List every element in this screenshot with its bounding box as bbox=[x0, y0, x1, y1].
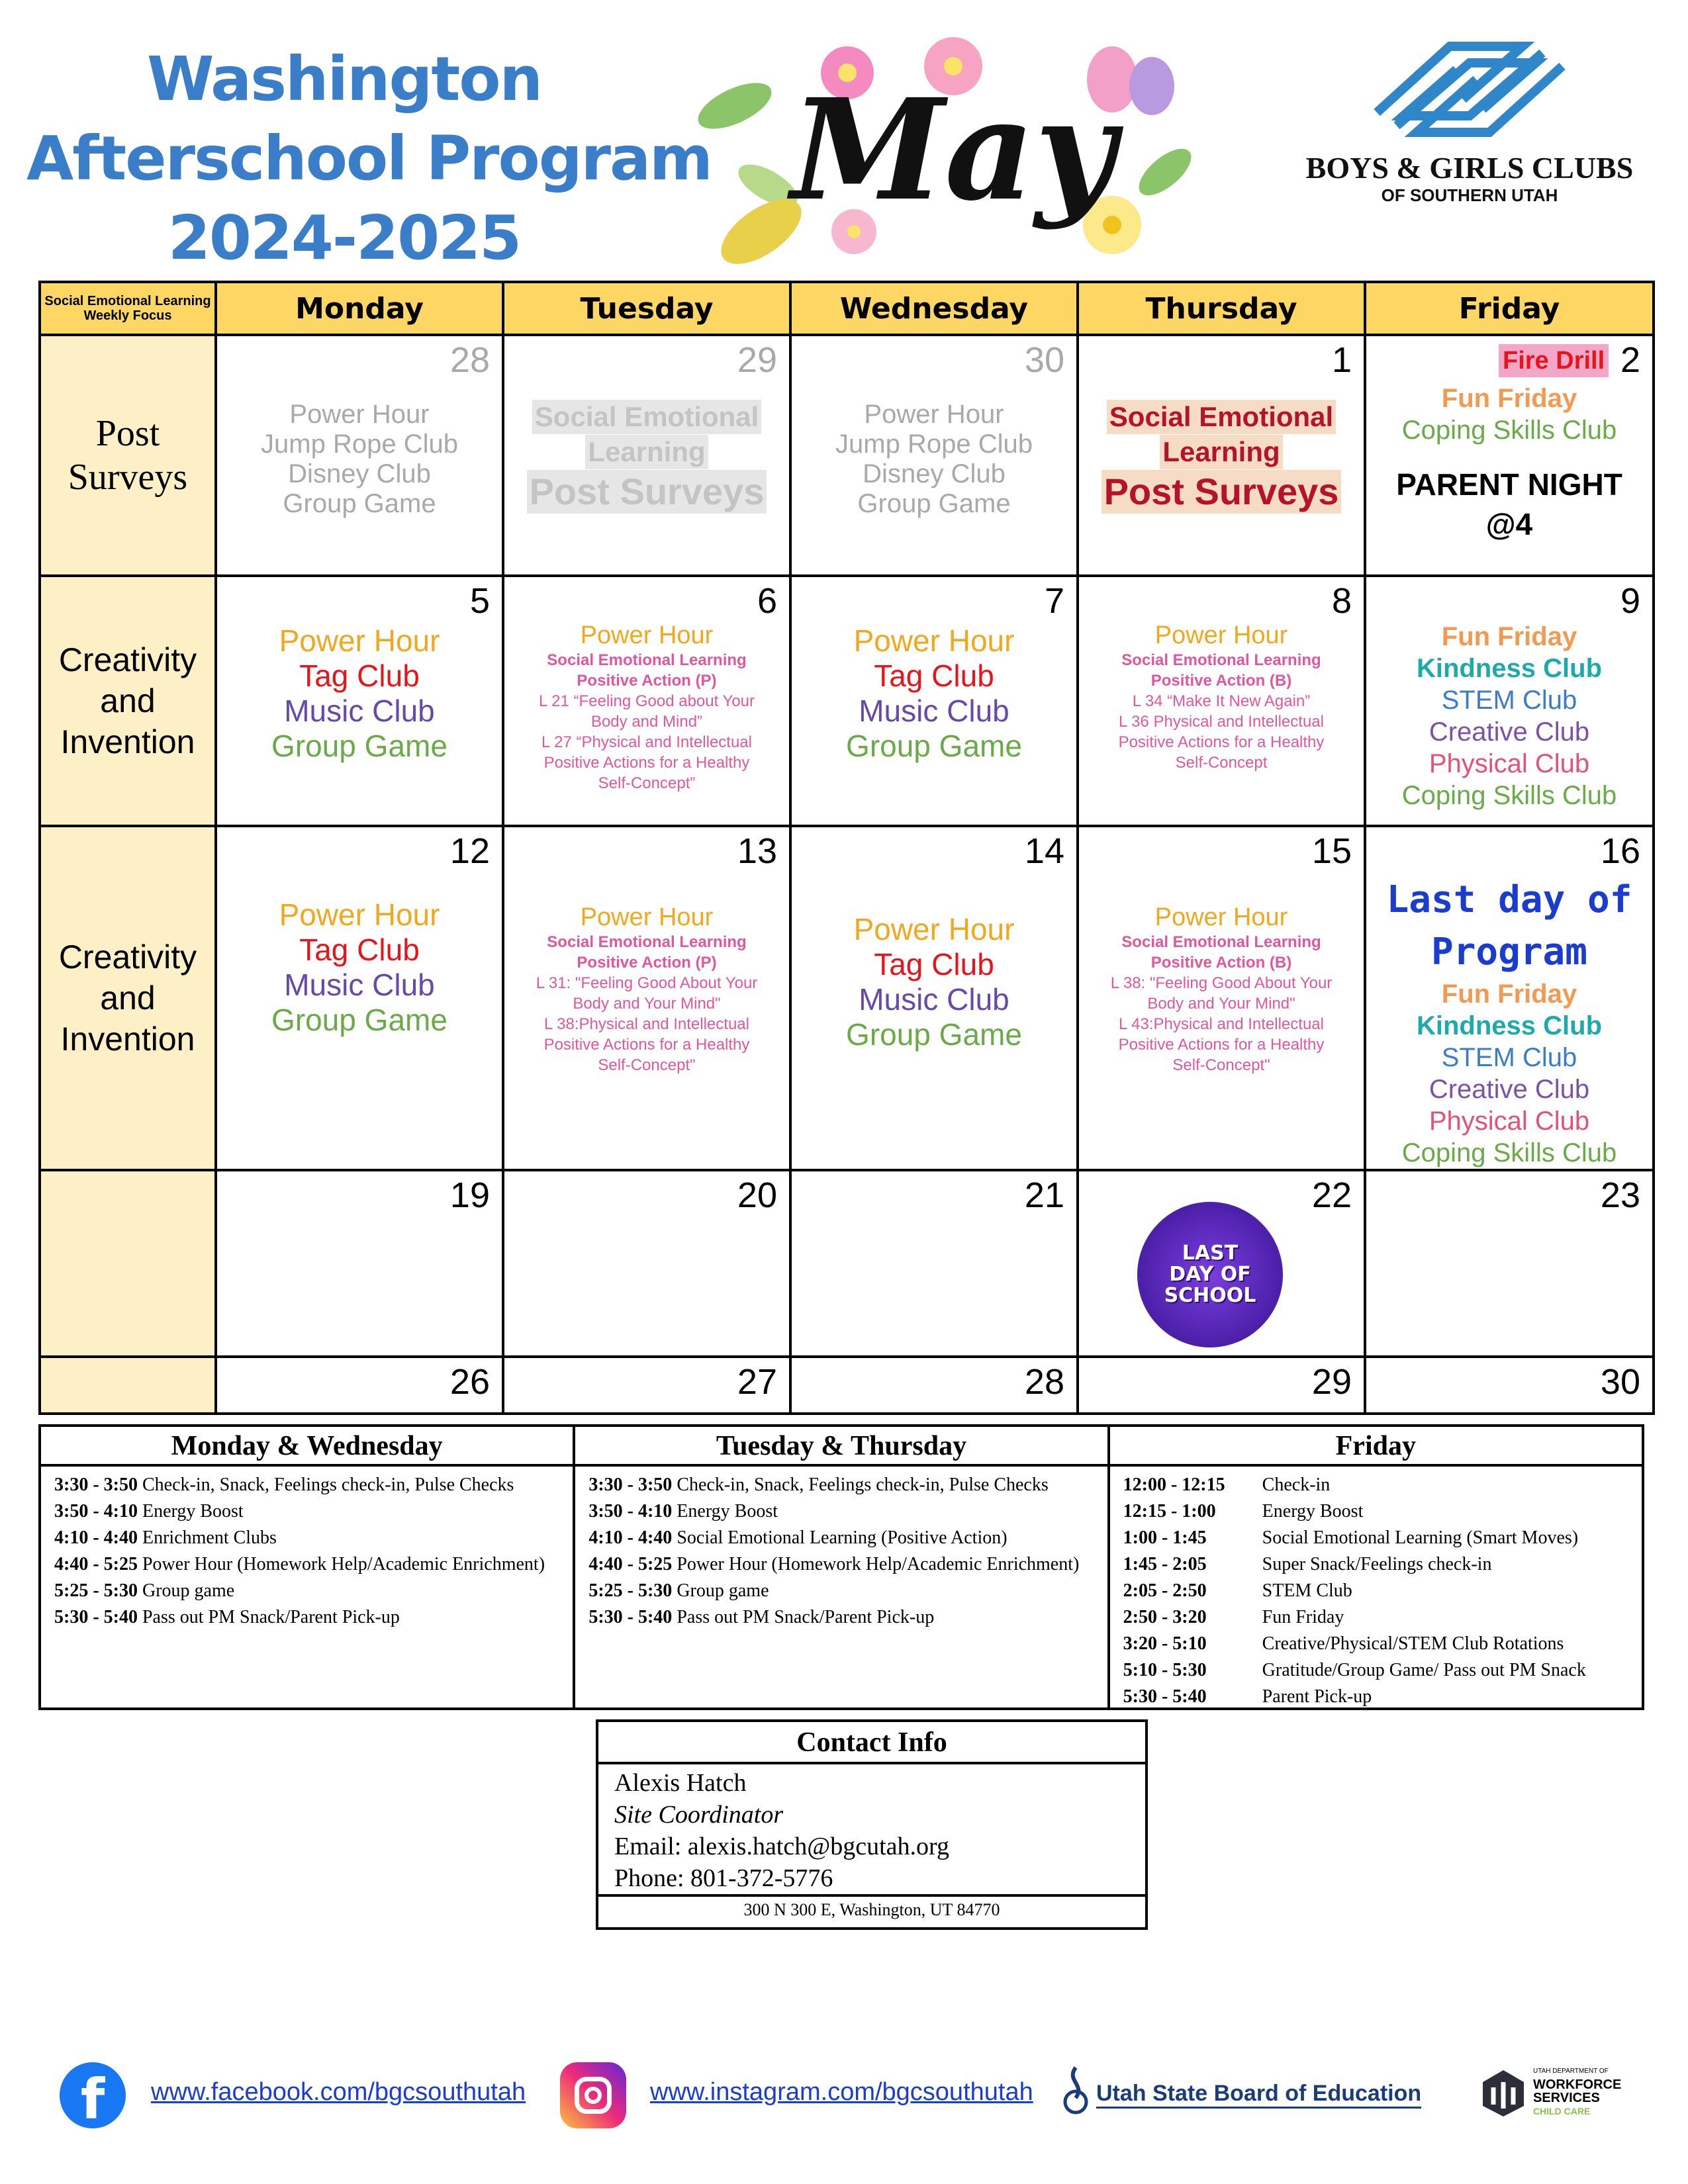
dws-icon bbox=[1480, 2068, 1526, 2118]
schedule-title: Tuesday & Thursday bbox=[575, 1427, 1107, 1467]
activity: Group Game bbox=[846, 729, 1022, 763]
day-number: 21 bbox=[1024, 1175, 1064, 1215]
activity: Body and Mind” bbox=[590, 713, 703, 731]
activity: L 27 “Physical and Intellectual bbox=[541, 733, 752, 751]
activity: Tag Club bbox=[299, 933, 420, 967]
schedule-activity: Group game bbox=[677, 1580, 769, 1601]
day-cell bbox=[1365, 1170, 1654, 1357]
schedule-time: 3:50 - 4:10 bbox=[588, 1501, 673, 1522]
day-number: 27 bbox=[737, 1362, 777, 1402]
footer bbox=[0, 2058, 1688, 2131]
dws-logo-text bbox=[1533, 2065, 1621, 2118]
leaf-icon bbox=[692, 73, 778, 138]
parent-night-time: @4 bbox=[1485, 507, 1533, 541]
sel-title: Social Emotional bbox=[1107, 400, 1336, 434]
day-cell bbox=[1078, 826, 1365, 1170]
activity: Power Hour bbox=[289, 400, 430, 429]
contact-role: Site Coordinator bbox=[614, 1801, 784, 1829]
activity: Coping Skills Club bbox=[1401, 416, 1617, 445]
activity: Self-Concept" bbox=[598, 1056, 696, 1074]
activity: Power Hour bbox=[580, 903, 714, 931]
schedule-activity: Power Hour (Homework Help/Academic Enrichment) bbox=[142, 1554, 545, 1574]
day-number: 13 bbox=[737, 831, 777, 871]
schedule-activity: Enrichment Clubs bbox=[142, 1527, 277, 1548]
schedule-row bbox=[588, 1525, 1094, 1551]
day-cell bbox=[503, 1170, 790, 1357]
badge-line: DAY OF bbox=[1169, 1263, 1251, 1286]
day-number: 2 bbox=[1620, 340, 1640, 380]
usbe-logo-text: Utah State Board of Education bbox=[1096, 2081, 1421, 2109]
day-cell bbox=[1078, 576, 1365, 826]
day-number: 30 bbox=[1024, 340, 1064, 380]
schedule-row bbox=[1123, 1604, 1628, 1631]
sel-title: Social Emotional bbox=[532, 400, 761, 434]
activity: Tag Club bbox=[874, 947, 994, 981]
day-number: 28 bbox=[449, 340, 490, 380]
activity: Physical Club bbox=[1429, 1107, 1590, 1136]
last-day-label: Program bbox=[1430, 931, 1587, 974]
sel-title: Learning bbox=[585, 435, 708, 469]
schedule-row bbox=[1123, 1525, 1628, 1551]
activity: Disney Club bbox=[288, 459, 431, 488]
day-cell bbox=[216, 576, 503, 826]
parent-night-label: PARENT NIGHT bbox=[1396, 467, 1622, 502]
activity: Social Emotional Learning bbox=[547, 651, 747, 669]
calendar-table bbox=[38, 281, 1655, 1415]
schedule-row bbox=[1123, 1472, 1628, 1498]
activity: Kindness Club bbox=[1416, 654, 1603, 683]
focus-header: Social Emotional Learning Weekly Focus bbox=[40, 282, 216, 335]
day-number: 15 bbox=[1311, 831, 1352, 871]
day-number: 23 bbox=[1600, 1175, 1640, 1215]
day-cell bbox=[1365, 1357, 1654, 1414]
schedule-body bbox=[41, 1467, 573, 1636]
schedule-row bbox=[54, 1604, 559, 1631]
schedule-time: 3:30 - 3:50 bbox=[588, 1475, 673, 1495]
day-cell bbox=[216, 1357, 503, 1414]
instagram-icon[interactable] bbox=[560, 2062, 626, 2128]
activity: Group Game bbox=[846, 1017, 1022, 1052]
day-cell bbox=[790, 576, 1078, 826]
contact-phone[interactable]: Phone: 801-372-5776 bbox=[614, 1864, 833, 1892]
schedule-time: 1:45 - 2:05 bbox=[1123, 1554, 1207, 1574]
schedule-row bbox=[588, 1472, 1094, 1498]
dws-3: CHILD CARE bbox=[1533, 2106, 1591, 2116]
activity: Coping Skills Club bbox=[1401, 781, 1617, 810]
activity: Music Club bbox=[859, 694, 1009, 728]
contact-email[interactable]: Email: alexis.hatch@bgcutah.org bbox=[614, 1833, 949, 1860]
week-row bbox=[40, 1170, 1654, 1357]
activity: Tag Club bbox=[874, 659, 994, 693]
day-number: 22 bbox=[1311, 1175, 1352, 1215]
contact-info bbox=[596, 1719, 1148, 1930]
schedule-row bbox=[1123, 1551, 1628, 1578]
day-cell bbox=[790, 826, 1078, 1170]
activity: Positive Actions for a Healthy bbox=[543, 754, 750, 772]
weekday-wednesday: Wednesday bbox=[790, 282, 1078, 335]
schedule-activity: Pass out PM Snack/Parent Pick-up bbox=[677, 1607, 935, 1627]
schedule-title: Monday & Wednesday bbox=[41, 1427, 573, 1467]
day-number: 28 bbox=[1024, 1362, 1064, 1402]
org-sub: OF SOUTHERN UTAH bbox=[1381, 185, 1558, 205]
day-cell bbox=[503, 826, 790, 1170]
day-number: 20 bbox=[737, 1175, 777, 1215]
schedule-activity: Social Emotional Learning (Positive Action) bbox=[677, 1527, 1008, 1548]
day-cell bbox=[790, 1357, 1078, 1414]
sel-title: Learning bbox=[1160, 435, 1282, 469]
activity: L 34 “Make It New Again” bbox=[1132, 692, 1311, 710]
schedule-activity: Super Snack/Feelings check-in bbox=[1262, 1554, 1492, 1574]
schedule-activity: Parent Pick-up bbox=[1262, 1686, 1372, 1707]
activity: STEM Club bbox=[1441, 686, 1577, 715]
activity: Power Hour bbox=[853, 912, 1015, 946]
activity: Power Hour bbox=[279, 623, 440, 658]
org-name: BOYS & GIRLS CLUBS bbox=[1305, 151, 1634, 185]
activity: Body and Your Mind" bbox=[1147, 995, 1295, 1013]
day-number: 5 bbox=[469, 581, 490, 621]
day-number: 6 bbox=[757, 581, 777, 621]
schedule-activity: STEM Club bbox=[1262, 1580, 1352, 1601]
schedule-tue-thu bbox=[575, 1427, 1109, 1707]
activity: Power Hour bbox=[279, 897, 440, 932]
day-cell bbox=[1078, 1357, 1365, 1414]
last-day-label: Last day of bbox=[1386, 878, 1632, 921]
dws-top: UTAH DEPARTMENT OF bbox=[1533, 2068, 1609, 2075]
activity: Social Emotional Learning bbox=[547, 933, 747, 951]
schedule-row bbox=[54, 1578, 559, 1604]
activity: Jump Rope Club bbox=[835, 430, 1033, 459]
schedule-time: 3:50 - 4:10 bbox=[54, 1501, 138, 1522]
day-number: 14 bbox=[1024, 831, 1064, 871]
schedule-activity: Creative/Physical/STEM Club Rotations bbox=[1262, 1633, 1564, 1654]
schedule-row bbox=[54, 1551, 559, 1578]
day-cell bbox=[503, 1357, 790, 1414]
activity: Power Hour bbox=[1154, 621, 1288, 649]
day-number: 12 bbox=[449, 831, 490, 871]
may-floral-art bbox=[688, 33, 1218, 271]
schedule-row bbox=[1123, 1578, 1628, 1604]
schedule-title: Friday bbox=[1110, 1427, 1642, 1467]
activity: Positive Actions for a Healthy bbox=[1118, 733, 1325, 751]
schedule-body bbox=[575, 1467, 1107, 1636]
day-cell bbox=[216, 826, 503, 1170]
activity: Body and Your Mind" bbox=[573, 995, 721, 1013]
activity: Physical Club bbox=[1429, 749, 1590, 778]
schedule-activity: Fun Friday bbox=[1262, 1607, 1344, 1627]
contact-title: Contact Info bbox=[598, 1722, 1145, 1764]
week-row bbox=[40, 335, 1654, 576]
day-cell bbox=[216, 1170, 503, 1357]
activity: Positive Action (P) bbox=[577, 954, 717, 972]
day-number: 16 bbox=[1600, 831, 1640, 871]
day-number: 7 bbox=[1044, 581, 1064, 621]
day-number: 9 bbox=[1620, 581, 1640, 621]
activity: Disney Club bbox=[863, 459, 1006, 488]
activity: Power Hour bbox=[1154, 903, 1288, 931]
activity: Fun Friday bbox=[1441, 384, 1577, 413]
activity: Power Hour bbox=[580, 621, 714, 649]
schedule-row bbox=[588, 1498, 1094, 1525]
title-line-3: 2024-2025 bbox=[167, 203, 521, 273]
leaf-icon bbox=[1131, 140, 1199, 203]
schedule-time: 1:00 - 1:45 bbox=[1123, 1527, 1207, 1548]
activity: Music Club bbox=[284, 694, 435, 728]
instagram-link[interactable]: www.instagram.com/bgcsouthutah bbox=[650, 2078, 1033, 2106]
bgc-hands-icon bbox=[1297, 26, 1642, 152]
week-focus bbox=[40, 1170, 216, 1357]
schedule-row bbox=[588, 1551, 1094, 1578]
activity: Social Emotional Learning bbox=[1121, 933, 1321, 951]
activity: Creative Club bbox=[1429, 1075, 1590, 1104]
activity: Self-Concept” bbox=[598, 774, 696, 792]
day-cell bbox=[1365, 335, 1654, 576]
schedule-activity: Social Emotional Learning (Smart Moves) bbox=[1262, 1527, 1579, 1548]
day-number: 26 bbox=[449, 1362, 490, 1402]
activity: Kindness Club bbox=[1416, 1011, 1603, 1040]
schedule-activity: Check-in, Snack, Feelings check-in, Pulse Checks bbox=[142, 1475, 514, 1495]
schedule-activity: Group game bbox=[142, 1580, 235, 1601]
week-focus bbox=[40, 826, 216, 1170]
schedule-activity: Energy Boost bbox=[677, 1501, 778, 1522]
schedule-activity: Gratitude/Group Game/ Pass out PM Snack bbox=[1262, 1660, 1586, 1680]
activity: Music Club bbox=[284, 968, 435, 1002]
schedule-time: 2:50 - 3:20 bbox=[1123, 1607, 1207, 1627]
week-row bbox=[40, 1357, 1654, 1414]
weekday-header-row bbox=[40, 282, 1654, 335]
program-title bbox=[26, 40, 712, 278]
month-title: May bbox=[790, 68, 1116, 232]
schedule-time: 5:25 - 5:30 bbox=[588, 1580, 673, 1601]
activity: Power Hour bbox=[864, 400, 1004, 429]
weekday-tuesday: Tuesday bbox=[503, 282, 790, 335]
day-cell bbox=[1365, 826, 1654, 1170]
week-focus-label: Post Surveys bbox=[68, 413, 188, 498]
activity: Positive Actions for a Healthy bbox=[543, 1036, 750, 1054]
schedule-time: 5:30 - 5:40 bbox=[1123, 1686, 1207, 1707]
activity: L 38: "Feeling Good About Your bbox=[1110, 974, 1333, 992]
activity: L 21 “Feeling Good about Your bbox=[538, 692, 755, 710]
schedule-time: 4:40 - 5:25 bbox=[54, 1554, 138, 1574]
day-cell bbox=[1078, 335, 1365, 576]
schedule-row bbox=[588, 1578, 1094, 1604]
activity: Self-Concept" bbox=[1172, 1056, 1270, 1074]
day-cell bbox=[503, 576, 790, 826]
activity: Tag Club bbox=[299, 659, 420, 693]
day-number: 29 bbox=[1311, 1362, 1352, 1402]
activity: L 31: "Feeling Good About Your bbox=[536, 974, 758, 992]
day-number: 1 bbox=[1331, 340, 1352, 380]
dws-1: WORKFORCE bbox=[1533, 2077, 1622, 2092]
activity: Group Game bbox=[283, 489, 436, 518]
contact-address: 300 N 300 E, Washington, UT 84770 bbox=[743, 1900, 1000, 1919]
activity: Positive Action (B) bbox=[1150, 954, 1292, 972]
activity: L 43:Physical and Intellectual bbox=[1119, 1015, 1324, 1033]
schedule-time: 5:10 - 5:30 bbox=[1123, 1660, 1207, 1680]
schedule-row bbox=[1123, 1657, 1628, 1684]
usbe-torch-icon bbox=[1059, 2065, 1092, 2118]
schedule-mon-wed bbox=[41, 1427, 575, 1707]
activity: Social Emotional Learning bbox=[1121, 651, 1321, 669]
schedule-activity: Check-in, Snack, Feelings check-in, Pulse Checks bbox=[677, 1475, 1049, 1495]
day-cell bbox=[790, 1170, 1078, 1357]
schedule-activity: Check-in bbox=[1262, 1475, 1331, 1495]
fire-drill-badge: Fire Drill bbox=[1499, 344, 1609, 377]
week-focus bbox=[40, 576, 216, 826]
schedule-time: 5:30 - 5:40 bbox=[588, 1607, 673, 1627]
last-day-of-school-badge bbox=[1137, 1202, 1283, 1347]
activity: Fun Friday bbox=[1441, 622, 1577, 651]
activity: Positive Actions for a Healthy bbox=[1118, 1036, 1325, 1054]
activity: Group Game bbox=[271, 1003, 447, 1037]
schedule-row bbox=[1123, 1684, 1628, 1710]
weekday-thursday: Thursday bbox=[1078, 282, 1365, 335]
week-row bbox=[40, 576, 1654, 826]
day-cell bbox=[503, 335, 790, 576]
week-focus bbox=[40, 335, 216, 576]
week-row bbox=[40, 826, 1654, 1170]
schedule-row bbox=[588, 1604, 1094, 1631]
schedule-activity: Energy Boost bbox=[1262, 1501, 1364, 1522]
week-focus bbox=[40, 1357, 216, 1414]
day-number: 30 bbox=[1600, 1362, 1640, 1402]
badge-line: LAST bbox=[1182, 1242, 1239, 1265]
schedule-time: 4:10 - 4:40 bbox=[54, 1527, 138, 1548]
schedule-activity: Energy Boost bbox=[142, 1501, 244, 1522]
schedule-row bbox=[54, 1498, 559, 1525]
schedule-time: 5:25 - 5:30 bbox=[54, 1580, 138, 1601]
activity: L 38:Physical and Intellectual bbox=[544, 1015, 749, 1033]
activity: Power Hour bbox=[853, 623, 1015, 658]
activity: Jump Rope Club bbox=[261, 430, 458, 459]
dws-2: SERVICES bbox=[1533, 2091, 1600, 2105]
day-cell bbox=[216, 335, 503, 576]
schedule-time: 3:20 - 5:10 bbox=[1123, 1633, 1207, 1654]
contact-name: Alexis Hatch bbox=[614, 1769, 747, 1797]
schedule-activity: Power Hour (Homework Help/Academic Enrichment) bbox=[677, 1554, 1080, 1574]
schedule-row bbox=[1123, 1498, 1628, 1525]
schedule-friday bbox=[1110, 1427, 1642, 1707]
weekday-monday: Monday bbox=[216, 282, 503, 335]
daily-schedule bbox=[38, 1424, 1644, 1710]
schedule-time: 4:40 - 5:25 bbox=[588, 1554, 673, 1574]
badge-line: SCHOOL bbox=[1164, 1284, 1256, 1307]
schedule-time: 12:15 - 1:00 bbox=[1123, 1501, 1216, 1522]
schedule-body bbox=[1110, 1467, 1642, 1715]
schedule-time: 12:00 - 12:15 bbox=[1123, 1475, 1225, 1495]
day-number: 8 bbox=[1331, 581, 1352, 621]
bgc-logo bbox=[1297, 26, 1642, 225]
activity: Group Game bbox=[857, 489, 1011, 518]
post-surveys-label: Post Surveys bbox=[527, 470, 767, 514]
activity: Fun Friday bbox=[1441, 979, 1577, 1009]
title-line-2: Afterschool Program bbox=[26, 123, 712, 194]
schedule-time: 3:30 - 3:50 bbox=[54, 1475, 138, 1495]
week-focus-label: Creativity and Invention bbox=[58, 641, 197, 760]
activity: Creative Club bbox=[1429, 717, 1590, 747]
day-cell bbox=[1365, 576, 1654, 826]
activity: Positive Action (P) bbox=[577, 672, 717, 690]
day-number: 19 bbox=[449, 1175, 490, 1215]
schedule-activity: Pass out PM Snack/Parent Pick-up bbox=[142, 1607, 400, 1627]
day-cell bbox=[1078, 1170, 1365, 1357]
activity: Coping Skills Club bbox=[1401, 1138, 1617, 1167]
activity: STEM Club bbox=[1441, 1043, 1577, 1072]
week-focus-label: Creativity and Invention bbox=[58, 938, 197, 1058]
day-number: 29 bbox=[737, 340, 777, 380]
facebook-link[interactable]: www.facebook.com/bgcsouthutah bbox=[151, 2078, 526, 2106]
schedule-time: 4:10 - 4:40 bbox=[588, 1527, 673, 1548]
schedule-row bbox=[54, 1472, 559, 1498]
schedule-row bbox=[54, 1525, 559, 1551]
facebook-icon[interactable]: f bbox=[60, 2062, 126, 2128]
activity: Group Game bbox=[271, 729, 447, 763]
post-surveys-label: Post Surveys bbox=[1102, 470, 1342, 514]
title-line-1: Washington bbox=[146, 44, 542, 114]
activity: Music Club bbox=[859, 982, 1009, 1017]
weekday-friday: Friday bbox=[1365, 282, 1654, 335]
day-cell bbox=[790, 335, 1078, 576]
schedule-row bbox=[1123, 1631, 1628, 1657]
activity: Self-Concept bbox=[1175, 754, 1268, 772]
schedule-time: 2:05 - 2:50 bbox=[1123, 1580, 1207, 1601]
activity: L 36 Physical and Intellectual bbox=[1119, 713, 1324, 731]
activity: Positive Action (B) bbox=[1150, 672, 1292, 690]
schedule-time: 5:30 - 5:40 bbox=[54, 1607, 138, 1627]
